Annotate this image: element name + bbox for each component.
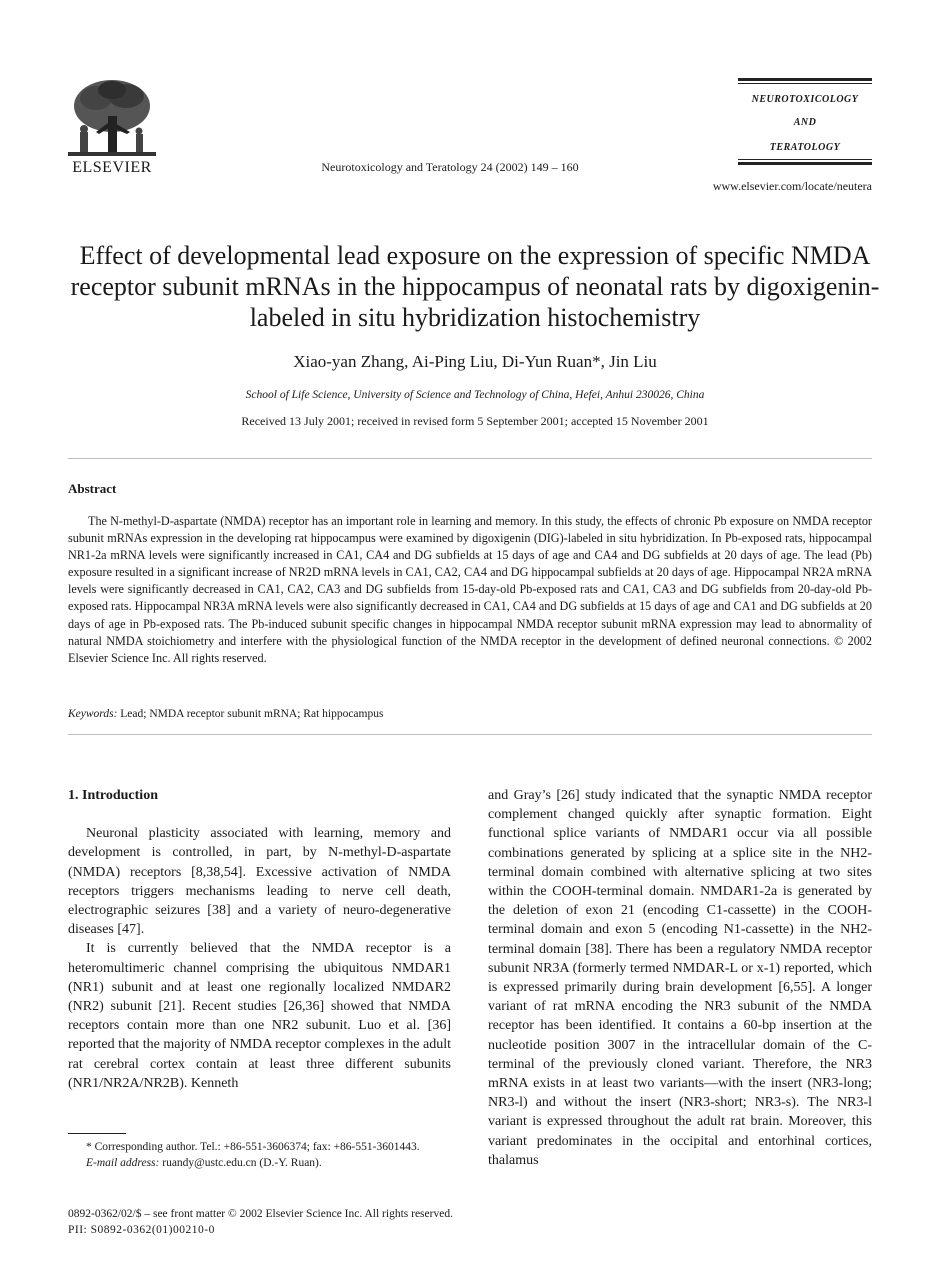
masthead-rule	[738, 159, 872, 160]
issn-line: 0892-0362/02/$ – see front matter © 2002 Elsevier Science Inc. All rights reserved.	[68, 1208, 453, 1220]
footnote-rule	[68, 1133, 126, 1134]
body-paragraph: Neuronal plasticity associated with learning, memory and development is controlled, in part, by N-methyl-D-aspartate (NMDA) receptors [8,38,54]. Excessive activation of NMDA receptors triggers mechanisms leading to nerve cell death, electrographic seizures [38] and a variety of neuro-degenerative diseases [47].	[68, 826, 451, 938]
journal-url[interactable]: www.elsevier.com/locate/neutera	[712, 179, 872, 193]
abstract-heading: Abstract	[68, 481, 117, 496]
email-address[interactable]: ruandy@ustc.edu.cn (D.-Y. Ruan).	[162, 1157, 322, 1169]
affiliation: School of Life Science, University of Science and Technology of China, Hefei, Anhui 230026, China	[245, 389, 705, 401]
email-label: E-mail address:	[86, 1157, 160, 1169]
divider	[68, 458, 872, 459]
journal-citation: Neurotoxicology and Teratology 24 (2002) 149 – 160	[321, 160, 579, 174]
elsevier-tree-logo	[66, 76, 158, 160]
body-paragraph: and Gray’s [26] study indicated that the synaptic NMDA receptor complement changed quickly after synaptic formation. Eight functional splice variants of NMDAR1 occur via all possible combinations generated by splicing at a splice site in the NH2-terminal domain combined with alternative splicing at two sites within the COOH-terminal domain. NMDAR1-2a is generated by the deletion of exon 21 (encoding C1-cassette) in the COOH-terminal domain and exon 5 (encoding N1-cassette) in the NH2-terminal domain [38]. There has been a regulatory NMDA receptor subunit NR3A (formerly termed NMDAR-L or x-1) reported, which is expressed primarily during brain development [6,55]. A longer variant of rat mRNA encoding the NR3 subunit of the NMDA receptor has been identified. It contains a 60-bp insertion at the nucleotide position 3007 in the intracellular domain of the C-terminal of the previously cloned variant. Therefore, the NR3 mRNA exists in at least two variants—with the insert (NR3-long; NR3-l) and without the insert (NR3-short; NR3-s). The NR3-l variant is expressed throughout the adult rat brain. Moreover, this variant predominates in the occipital and entorhinal cortices, thalamus	[488, 788, 872, 1168]
publisher-name: ELSEVIER	[72, 159, 152, 176]
journal-name-line: NEUROTOXICOLOGY	[751, 94, 859, 105]
keywords-list: Lead; NMDA receptor subunit mRNA; Rat hippocampus	[120, 708, 384, 720]
keywords	[68, 708, 872, 720]
received-dates: Received 13 July 2001; received in revised form 5 September 2001; accepted 15 November 2001	[241, 414, 709, 428]
masthead-rule	[738, 78, 872, 81]
journal-name-line: TERATOLOGY	[769, 142, 841, 153]
journal-name-line: AND	[793, 117, 817, 128]
author-list: Xiao-yan Zhang, Ai-Ping Liu, Di-Yun Ruan*, Jin Liu	[293, 352, 657, 371]
masthead-rule	[738, 162, 872, 165]
left-column	[68, 786, 451, 1093]
footnote	[68, 1139, 451, 1171]
section-heading: 1. Introduction	[68, 788, 158, 803]
journal-masthead	[738, 78, 872, 165]
pii-line: PII: S0892-0362(01)00210-0	[68, 1224, 215, 1236]
keywords-label: Keywords:	[68, 708, 118, 720]
corresponding-author-note: * Corresponding author. Tel.: +86-551-3606374; fax: +86-551-3601443.	[86, 1141, 420, 1153]
article-title: Effect of developmental lead exposure on the expression of specific NMDA receptor subunit mRNAs in the hippocampus of neonatal rats by digoxigenin-labeled in situ hybridization histochemistry	[70, 241, 880, 332]
abstract-text: The N-methyl-D-aspartate (NMDA) receptor has an important role in learning and memory. In this study, the effects of chronic Pb exposure on NMDA receptor subunit mRNAs expression in the developing rat hippocampus were examined by digoxigenin (DIG)-labeled in situ hybridization. In Pb-exposed rats, hippocampal NR1-2a mRNA levels were significantly increased in CA1, CA4 and DG subfields at 15 days of age and CA4 and DG subfields at 20 days of age. The lead (Pb) exposure resulted in a significant increase of NR2D mRNA levels in CA1, CA2, CA4 and DG hippocampal subfields at 20 days of age. Hippocampal NR2A mRNA levels were significantly decreased in CA1, CA2, CA3 and DG subfields from 15-day-old Pb-exposed rats and CA1, CA3 and DG subfields from 20-day-old Pb-exposed rats. Hippocampal NR3A mRNA levels were also significantly decreased in CA1, CA4 and DG subfields at 15 days of age and CA1 and DG subfields at 20 days of age in Pb-exposed rats. The Pb-induced subunit specific changes in hippocampal NMDA receptor subunit mRNA expression may lead to abnormality of natural NMDA stoichiometry and interfere with the physiological function of the NMDA receptor in the development of defined neuronal connections. © 2002 Elsevier Science Inc. All rights reserved.	[68, 514, 872, 665]
body-paragraph: It is currently believed that the NMDA receptor is a heteromultimeric channel comprising the ubiquitous NMDAR1 (NR1) subunit and at least one regionally localized NMDAR2 (NR2) subunit [21]. Recent studies [26,36] showed that NMDA receptors contain more than one NR2 subunit. Luo et al. [36] reported that the majority of NMDA receptor complexes in the adult rat cerebral cortex contain at least three different subunits (NR1/NR2A/NR2B). Kenneth	[68, 941, 451, 1091]
divider	[68, 734, 872, 735]
right-column	[488, 786, 872, 1170]
masthead-rule	[738, 83, 872, 84]
